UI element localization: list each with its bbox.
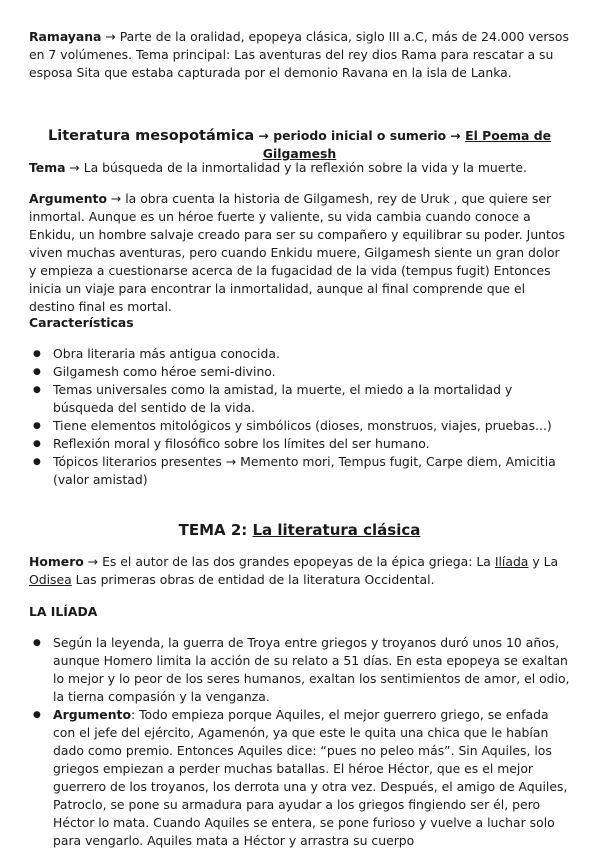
tema2-title: La literatura clásica <box>252 521 421 539</box>
ramayana-text: Parte de la oralidad, epopeya clásica, siglo III a.C, más de 24.000 versos en 7 volúmenes. Tema principal: Las aventuras del rey dios Rama para rescatar a su esposa Sita que estaba capturada por el demonio Ravana en la isla de Lanka. <box>29 29 569 80</box>
argumento-text: → la obra cuenta la historia de Gilgamesh, rey de Uruk , que quiere ser inmortal. Aunque es un héroe fuerte y valiente, su vida cambia cuando conoce a Enkidu, un hombre salvaje creado para ser su compañero y equilibrar su poder. Juntos viven muchas aventuras, pero cuando Enkidu muere, Gilgamesh siente un gran dolor y empieza a cuestionarse acerca de la fugacidad de la vida (tempus fugit) Entonces inicia un viaje para encontrar la inmortalidad, aunque al final comprende que el destino final es mortal. <box>29 191 565 314</box>
homero-paragraph <box>29 553 570 589</box>
list-item: ● Según la leyenda, la guerra de Troya entre griegos y troyanos duró unos 10 años, aunque Homero limita la acción de su relato a 51 días. En esta epopeya se exaltan lo mejor y lo peor de los seres humanos, exaltan los sentimientos de amor, el odio, la tierna compasión y la venganza. <box>29 634 570 706</box>
section-title-mesopotamia <box>29 127 570 163</box>
homero-text: → Es el autor de las dos grandes epopeyas de la épica griega: La <box>83 554 495 569</box>
homero-text: Las primeras obras de entidad de la literatura Occidental. <box>71 572 435 587</box>
arrow: → <box>101 29 120 44</box>
homero-text: y La <box>528 554 559 569</box>
argumento-text: : Todo empieza porque Aquiles, el mejor guerrero griego, se enfada con el jefe del ejército, Agamenón, ya que este le quita una chica que le habían dado como premio. Entonces Aquiles dice: “pues no peleo más”. Sin Aquiles, los griegos empiezan a perder muchas batallas. El héroe Héctor, que es el mejor guerrero de los troyanos, los derrota una y otra vez. Después, el amigo de Aquiles, Patroclo, se pone su armadura para ayudar a los griegos fingiendo ser él, pero Héctor lo mata. Cuando Aquiles se entera, se pone furioso y vuelve a luchar solo para vengarlo. Aquiles mata a Héctor y arrastra su cuerpo <box>53 707 568 848</box>
list-item: ● Reflexión moral y filosófico sobre los límites del ser humano. <box>29 435 570 453</box>
iliada-heading-text: LA ILÍADA <box>29 604 98 619</box>
caracteristicas-list <box>29 345 570 489</box>
argumento-label: Argumento <box>29 191 107 206</box>
ramayana-paragraph <box>29 28 570 82</box>
ramayana-label: Ramayana <box>29 29 102 44</box>
list-item: ● Obra literaria más antigua conocida. <box>29 345 570 363</box>
tema-text: → La búsqueda de la inmortalidad y la reflexión sobre la vida y la muerte. <box>65 160 527 175</box>
iliada-list <box>29 634 570 850</box>
title-text: Literatura mesopotámica <box>48 128 255 144</box>
argumento-paragraph <box>29 190 570 316</box>
iliada-heading <box>29 603 570 621</box>
homero-label: Homero <box>29 554 84 569</box>
list-item: ● Tiene elementos mitológicos y simbólicos (dioses, monstruos, viajes, pruebas...) <box>29 417 570 435</box>
tema-label: Tema <box>29 160 66 175</box>
caracteristicas-label: Características <box>29 315 134 330</box>
title-subtitle: → periodo inicial o sumerio → <box>254 128 466 143</box>
tema-paragraph <box>29 159 570 177</box>
list-item-argumento <box>29 706 570 850</box>
caracteristicas-heading <box>29 314 570 332</box>
list-item: ● Temas universales como la amistad, la muerte, el miedo a la mortalidad y búsqueda del sentido de la vida. <box>29 381 570 417</box>
argumento-label: Argumento <box>53 707 131 722</box>
title-work: El Poema de Gilgamesh <box>262 128 551 161</box>
section-title-tema2 <box>29 521 570 539</box>
iliada-link-text: Ilíada <box>494 554 529 569</box>
tema2-number: TEMA 2: <box>178 521 253 539</box>
list-item: ● Tópicos literarios presentes → Memento mori, Tempus fugit, Carpe diem, Amicitia (valor amistad) <box>29 453 570 489</box>
list-item: ● Gilgamesh como héroe semi-divino. <box>29 363 570 381</box>
odisea-link-text: Odisea <box>29 572 72 587</box>
